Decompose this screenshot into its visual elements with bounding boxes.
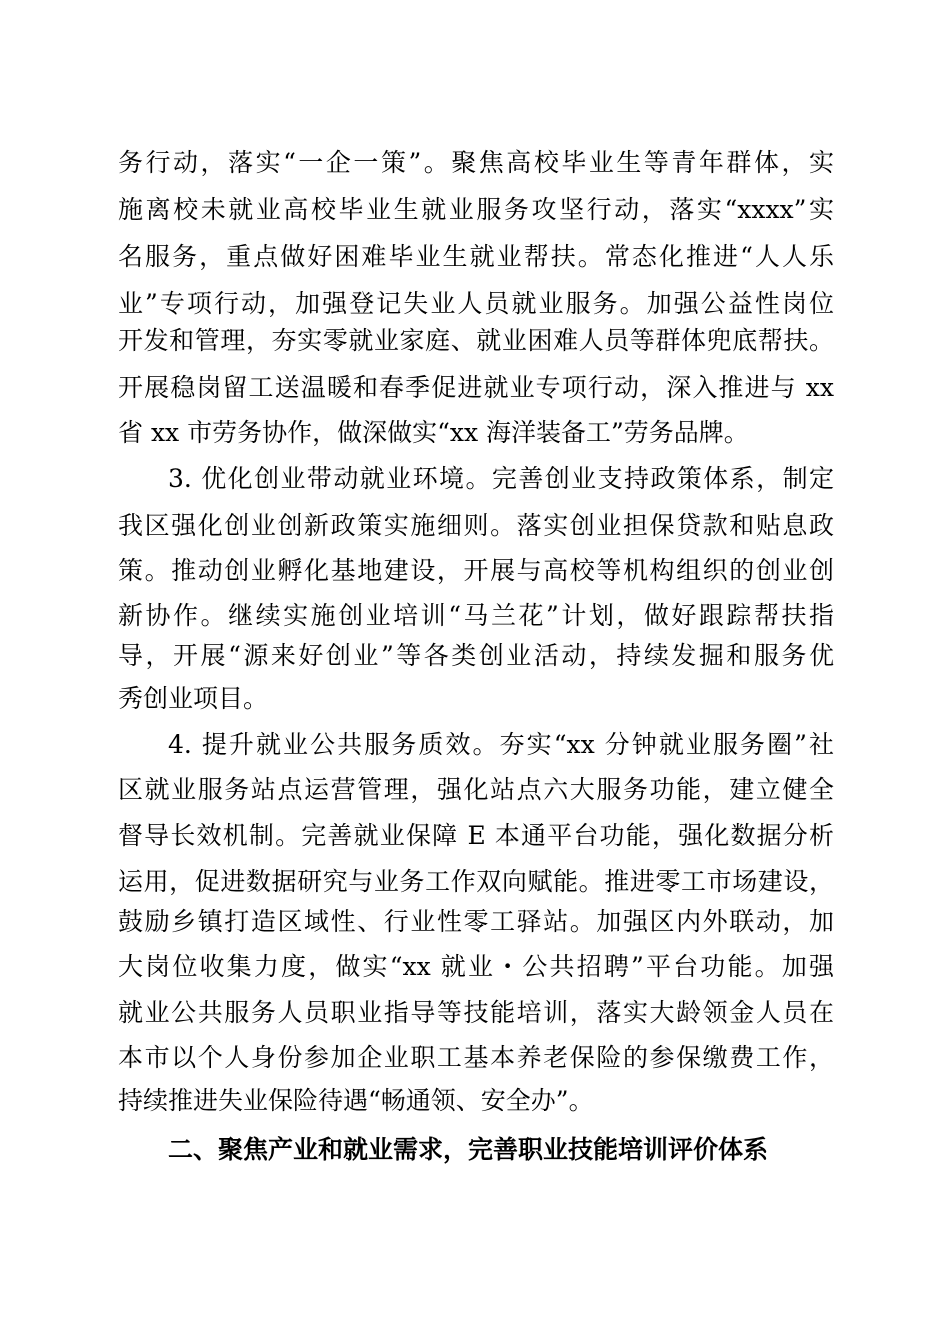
paragraph-1-line-4: 业”专项行动，加强登记失业人员就业服务。加强公益性岗位 (118, 289, 834, 318)
paragraph-3-line-2: 区就业服务站点运营管理，强化站点六大服务功能，建立健全 (118, 775, 834, 804)
paragraph-2-line-3: 策。推动创业孵化基地建设，开展与高校等机构组织的创业创 (118, 556, 834, 585)
paragraph-1-line-2: 施离校未就业高校毕业生就业服务攻坚行动，落实“xxxx”实 (118, 195, 834, 224)
paragraph-1-line-7: 省 xx 市劳务协作，做深做实“xx 海洋装备工”劳务品牌。 (118, 418, 749, 447)
paragraph-2-line-4: 新协作。继续实施创业培训“马兰花”计划，做好跟踪帮扶指 (118, 601, 834, 630)
paragraph-2-line-5: 导，开展“源来好创业”等各类创业活动，持续发掘和服务优 (118, 641, 834, 670)
paragraph-3-line-6: 大岗位收集力度，做实“xx 就业・公共招聘”平台功能。加强 (118, 952, 834, 981)
paragraph-3-line-9: 持续推进失业保险待遇“畅通领、安全办”。 (118, 1086, 594, 1115)
paragraph-2-line-2: 我区强化创业创新政策实施细则。落实创业担保贷款和贴息政 (118, 511, 834, 540)
paragraph-2-line-1: 3. 优化创业带动就业环境。完善创业支持政策体系，制定 (168, 464, 834, 493)
section-heading: 二、聚焦产业和就业需求，完善职业技能培训评价体系 (168, 1135, 769, 1164)
paragraph-1-line-3: 名服务，重点做好困难毕业生就业帮扶。常态化推进“人人乐 (118, 242, 834, 271)
paragraph-3-line-8: 本市以个人身份参加企业职工基本养老保险的参保缴费工作， (118, 1043, 834, 1072)
paragraph-3-line-1: 4. 提升就业公共服务质效。夯实“xx 分钟就业服务圈”社 (168, 730, 834, 759)
paragraph-1-line-5: 开发和管理，夯实零就业家庭、就业困难人员等群体兜底帮扶。 (118, 326, 834, 355)
paragraph-2-line-6: 秀创业项目。 (118, 684, 269, 713)
paragraph-3-line-4: 运用，促进数据研究与业务工作双向赋能。推进零工市场建设， (118, 867, 834, 896)
paragraph-3-line-3: 督导长效机制。完善就业保障 E 本通平台功能，强化数据分析 (118, 821, 834, 850)
paragraph-1-line-6: 开展稳岗留工送温暖和春季促进就业专项行动，深入推进与 xx (118, 373, 834, 402)
paragraph-3-line-7: 就业公共服务人员职业指导等技能培训，落实大龄领金人员在 (118, 998, 834, 1027)
paragraph-1-line-1: 务行动，落实“一企一策”。聚焦高校毕业生等青年群体，实 (118, 148, 834, 177)
paragraph-3-line-5: 鼓励乡镇打造区域性、行业性零工驿站。加强区内外联动，加 (118, 907, 834, 936)
